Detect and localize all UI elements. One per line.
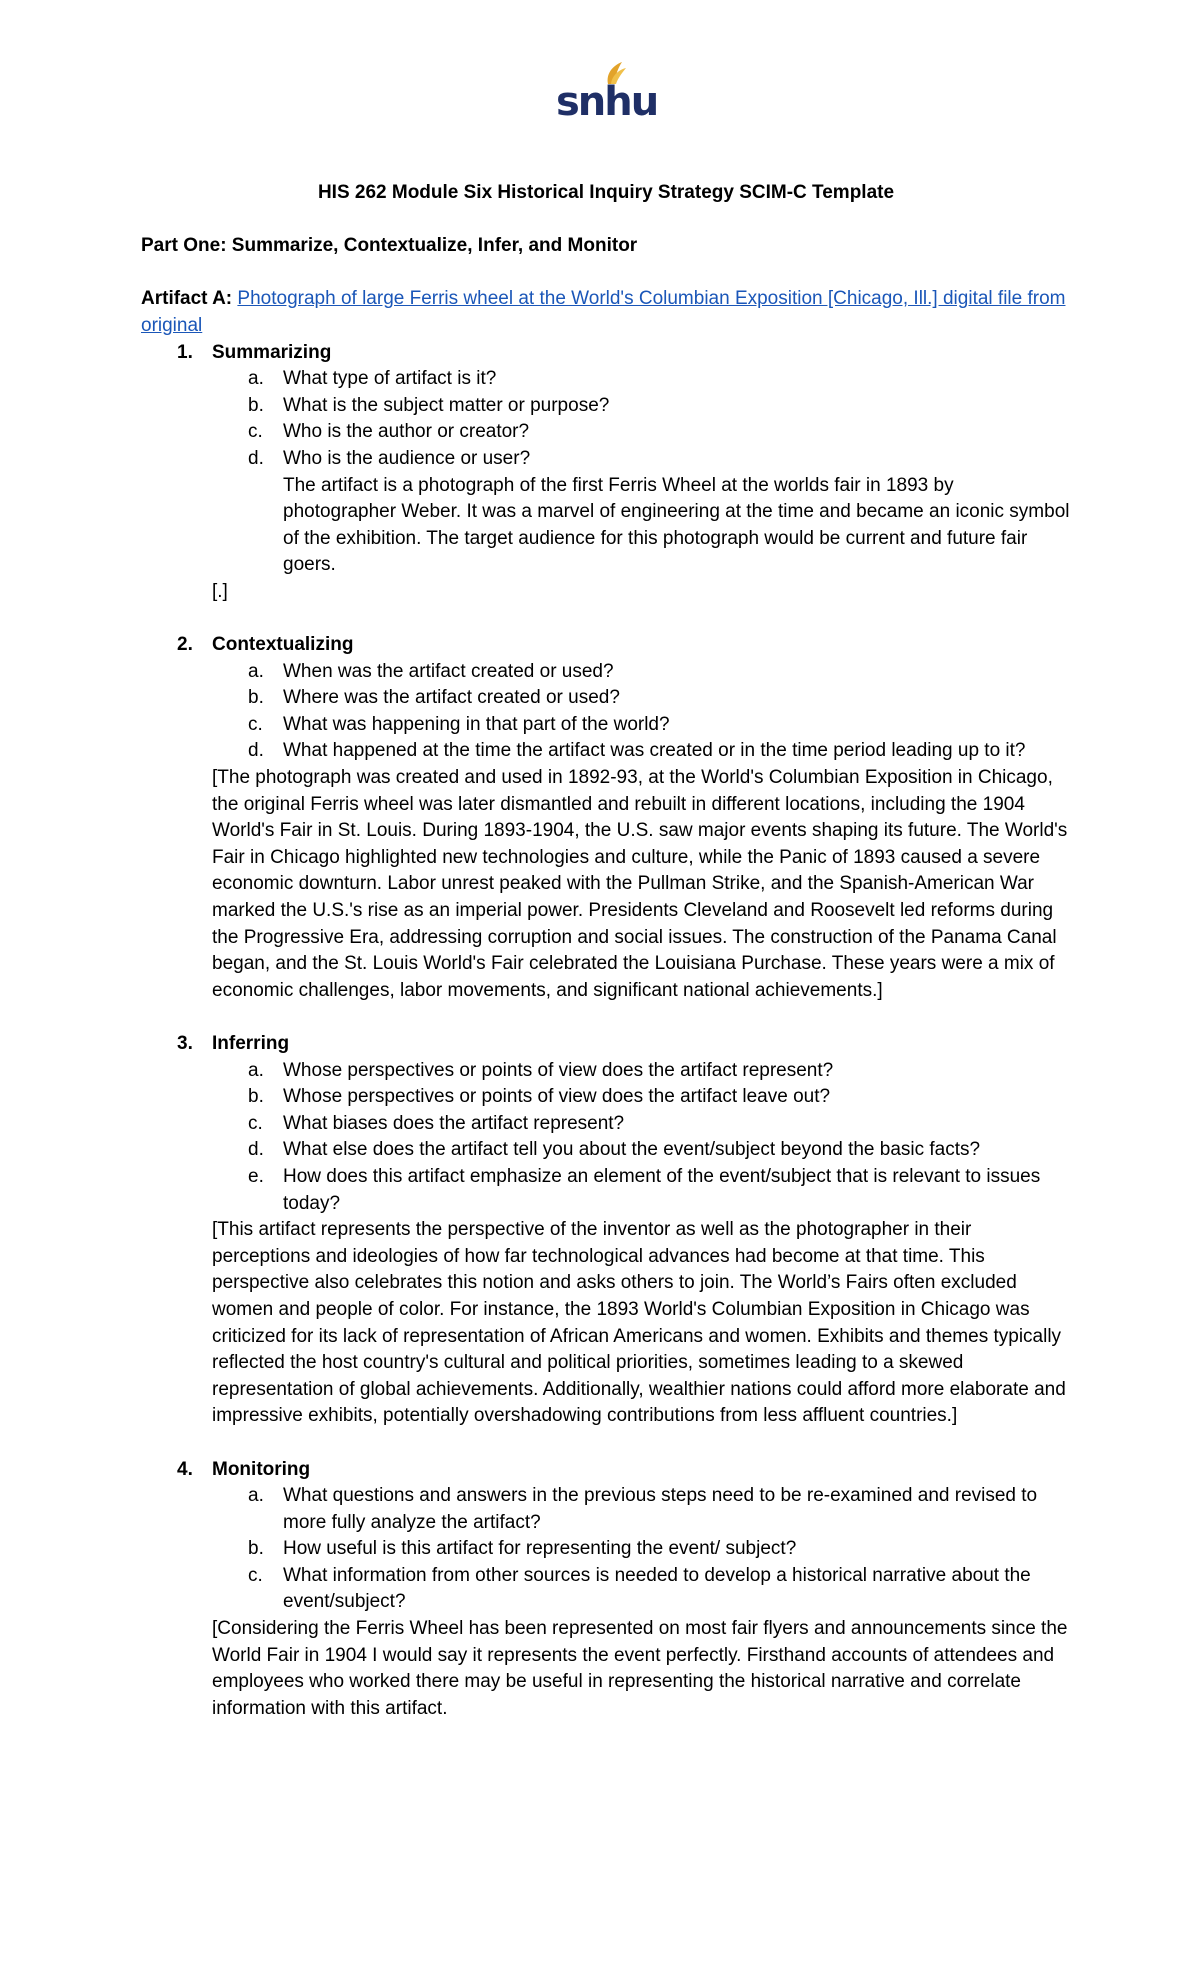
answer-text: [Considering the Ferris Wheel has been represented on most fair flyers and announcements since the World Fair in 1904 I would say it represents the event perfectly. Firsthand accounts of attendees and employees who worked there may be useful in representing the historical narrative and correlate information with this artifact. (212, 1618, 1068, 1719)
question-letter: c. (248, 713, 263, 735)
question-text: What is the subject matter or purpose? (283, 394, 610, 416)
section-number: 4. (177, 1458, 193, 1480)
question-letter: b. (248, 394, 264, 416)
artifact-link[interactable]: Photograph of large Ferris wheel at the World's Columbian Exposition [Chicago, Ill.] digital file from original (141, 288, 1066, 336)
question-text: When was the artifact created or used? (283, 660, 614, 682)
question-item (212, 659, 1071, 686)
answer-text: [The photograph was created and used in 1892-93, at the World's Columbian Exposition in Chicago, the original Ferris wheel was later dismantled and rebuilt in different locations, including the 1904 World's Fair in St. Louis. During 1893-1904, the U.S. saw major events shaping its future. The World's Fair in Chicago highlighted new technologies and culture, while the Panic of 1893 caused a severe economic downturn. Labor unrest peaked with the Pullman Strike, and the Spanish-American War marked the U.S.'s rise as an imperial power. Presidents Cleveland and Roosevelt led reforms during the Progressive Era, addressing corruption and social issues. The construction of the Panama Canal began, and the St. Louis World's Fair celebrated the Louisiana Purchase. These years were a mix of economic challenges, labor movements, and significant national achievements.] (212, 767, 1068, 1001)
question-text: What type of artifact is it? (283, 368, 497, 390)
document-body (141, 180, 1071, 1722)
section-summarizing (141, 340, 1071, 606)
question-item (212, 738, 1071, 765)
question-item (212, 419, 1071, 446)
question-item (212, 1536, 1071, 1563)
question-text: How does this artifact emphasize an element of the event/subject that is relevant to issues today? (283, 1165, 1041, 1214)
question-item (212, 1563, 1071, 1616)
question-text: What biases does the artifact represent? (283, 1112, 625, 1134)
question-letter: b. (248, 687, 264, 709)
question-item (212, 685, 1071, 712)
question-letter: c. (248, 1564, 263, 1586)
answer-text: [.] (212, 580, 228, 602)
question-letter: e. (248, 1165, 264, 1187)
snhu-logo (556, 58, 658, 132)
section-heading: Inferring (212, 1033, 290, 1054)
answer-text-indented: The artifact is a photograph of the first Ferris Wheel at the worlds fair in 1893 by photographer Weber. It was a marvel of engineering at the time and became an iconic symbol of the exhibition. The target audience for this photograph would be current and future fair goers. (283, 474, 1070, 576)
artifact-line (141, 286, 1071, 339)
question-text: Whose perspectives or points of view does the artifact represent? (283, 1059, 834, 1081)
question-item (212, 1137, 1071, 1164)
section-heading: Monitoring (212, 1458, 311, 1480)
logo-wordmark: snhu (556, 79, 658, 125)
section-number: 1. (177, 341, 193, 363)
question-item (212, 1084, 1071, 1111)
document-title: HIS 262 Module Six Historical Inquiry Strategy SCIM-C Template (317, 182, 895, 203)
question-item (212, 1111, 1071, 1138)
question-letter: d. (248, 447, 264, 469)
question-letter: a. (248, 1485, 264, 1507)
question-letter: d. (248, 740, 264, 762)
part-heading: Part One: Summarize, Contextualize, Infer, and Monitor (141, 235, 638, 257)
section-number: 3. (177, 1033, 193, 1054)
question-letter: c. (248, 1112, 263, 1134)
question-letter: b. (248, 1086, 264, 1108)
question-item (212, 393, 1071, 420)
section-monitoring (141, 1457, 1071, 1723)
section-number: 2. (177, 634, 193, 656)
question-text: Who is the audience or user? (283, 447, 531, 469)
question-text: What information from other sources is needed to develop a historical narrative about the event/subject? (283, 1564, 1031, 1613)
question-letter: b. (248, 1538, 264, 1560)
section-contextualizing (141, 632, 1071, 1004)
question-text: What was happening in that part of the world? (283, 713, 670, 735)
answer-text: [This artifact represents the perspective of the inventor as well as the photographer in their perceptions and ideologies of how far technological advances had become at that time. This perspective also celebrates this notion and asks others to join. The World’s Fairs often excluded women and people of color. For instance, the 1893 World's Columbian Exposition in Chicago was criticized for its lack of representation of African Americans and women. Exhibits and themes typically reflected the host country's cultural and political priorities, sometimes leading to a skewed representation of global achievements. Additionally, wealthier nations could afford more elaborate and impressive exhibits, potentially overshadowing contributions from less affluent countries.] (212, 1219, 1066, 1427)
question-item (212, 446, 1071, 473)
question-text: How useful is this artifact for representing the event/ subject? (283, 1538, 797, 1560)
question-text: Who is the author or creator? (283, 421, 530, 443)
question-text: What happened at the time the artifact was created or in the time period leading up to it? (283, 740, 1026, 762)
question-text: What questions and answers in the previous steps need to be re-examined and revised to more fully analyze the artifact? (283, 1485, 1038, 1533)
question-letter: a. (248, 1059, 264, 1081)
question-letter: a. (248, 660, 264, 682)
question-text: Whose perspectives or points of view does the artifact leave out? (283, 1086, 831, 1108)
section-heading: Summarizing (212, 341, 332, 363)
question-text: Where was the artifact created or used? (283, 687, 620, 709)
question-item (212, 712, 1071, 739)
section-heading: Contextualizing (212, 634, 354, 656)
question-letter: a. (248, 368, 264, 390)
section-inferring (141, 1031, 1071, 1430)
question-text: What else does the artifact tell you about the event/subject beyond the basic facts? (283, 1139, 981, 1161)
question-item (212, 1164, 1071, 1217)
question-letter: c. (248, 421, 263, 443)
question-item (212, 1483, 1071, 1536)
question-item (212, 366, 1071, 393)
question-letter: d. (248, 1139, 264, 1161)
artifact-label: Artifact A: (141, 288, 233, 310)
question-item (212, 1058, 1071, 1085)
